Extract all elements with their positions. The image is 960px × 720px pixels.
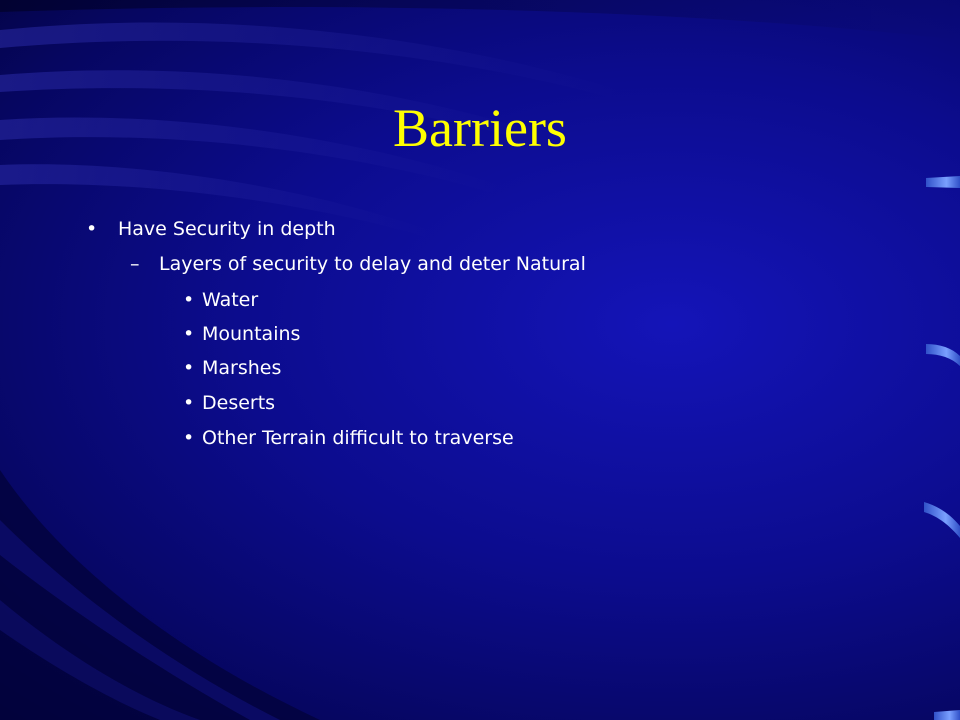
slide-title: Barriers: [393, 98, 567, 158]
bullet-text-level2: Layers of security to delay and deter Natural: [159, 253, 586, 275]
bullet-level3: •: [183, 427, 195, 449]
bullet-level3: •: [183, 289, 195, 311]
bullet-text-level1: Have Security in depth: [118, 218, 336, 240]
bullet-level3: •: [183, 323, 195, 345]
bullet-level3: •: [183, 357, 195, 379]
bullet-level1: •: [86, 218, 98, 240]
list-item: Other Terrain difficult to traverse: [202, 427, 514, 449]
dash-level2: –: [130, 253, 140, 275]
list-item: Marshes: [202, 357, 282, 379]
list-item: Water: [202, 289, 259, 311]
bullet-level3: •: [183, 392, 195, 414]
list-item: Mountains: [202, 323, 301, 345]
list-item: Deserts: [202, 392, 276, 414]
